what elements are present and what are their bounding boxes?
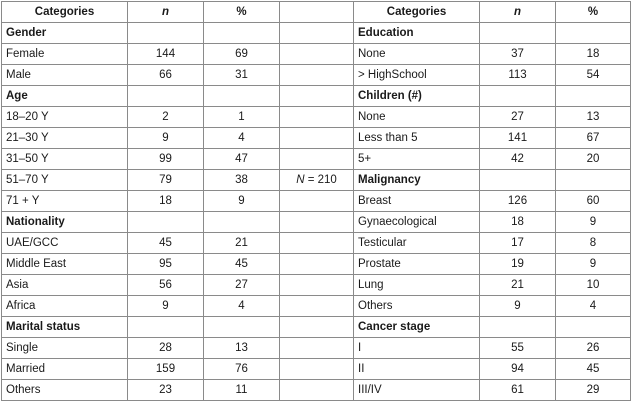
header-n-right: n <box>480 2 556 23</box>
percent-cell-right: 54 <box>556 65 631 86</box>
empty-cell <box>556 86 631 107</box>
count-cell-right: 21 <box>480 275 556 296</box>
count-cell-right: 61 <box>480 380 556 401</box>
empty-cell <box>556 170 631 191</box>
percent-cell-right: 26 <box>556 338 631 359</box>
section-heading-left: Nationality <box>2 212 128 233</box>
count-cell-right: 94 <box>480 359 556 380</box>
table-row <box>2 86 631 107</box>
empty-cell <box>556 23 631 44</box>
percent-cell-right: 45 <box>556 359 631 380</box>
count-cell-right: 18 <box>480 212 556 233</box>
percent-cell-right: 67 <box>556 128 631 149</box>
category-cell-right: Less than 5 <box>354 128 480 149</box>
table-row <box>2 44 631 65</box>
category-cell-left: Africa <box>2 296 128 317</box>
table-row <box>2 317 631 338</box>
category-cell-left: Single <box>2 338 128 359</box>
section-heading-right: Children (#) <box>354 86 480 107</box>
percent-cell-left: 13 <box>204 338 280 359</box>
table-row <box>2 296 631 317</box>
table-row <box>2 65 631 86</box>
section-heading-left: Gender <box>2 23 128 44</box>
middle-cell <box>280 107 354 128</box>
percent-cell-left: 31 <box>204 65 280 86</box>
middle-cell <box>280 254 354 275</box>
count-cell-right: 141 <box>480 128 556 149</box>
category-cell-left: 31–50 Y <box>2 149 128 170</box>
percent-cell-left: 11 <box>204 380 280 401</box>
percent-cell-left: 38 <box>204 170 280 191</box>
count-cell-left: 159 <box>128 359 204 380</box>
percent-cell-right: 13 <box>556 107 631 128</box>
empty-cell <box>204 86 280 107</box>
table-row <box>2 212 631 233</box>
percent-cell-right: 29 <box>556 380 631 401</box>
middle-cell <box>280 338 354 359</box>
category-cell-left: 71 + Y <box>2 191 128 212</box>
empty-cell <box>480 170 556 191</box>
category-cell-right: II <box>354 359 480 380</box>
table-row <box>2 233 631 254</box>
middle-cell <box>280 65 354 86</box>
count-cell-right: 17 <box>480 233 556 254</box>
count-cell-left: 28 <box>128 338 204 359</box>
table-row <box>2 359 631 380</box>
empty-cell <box>128 86 204 107</box>
category-cell-right: None <box>354 44 480 65</box>
count-cell-left: 9 <box>128 296 204 317</box>
category-cell-right: None <box>354 107 480 128</box>
percent-cell-left: 47 <box>204 149 280 170</box>
header-categories-right: Categories <box>354 2 480 23</box>
count-cell-left: 56 <box>128 275 204 296</box>
percent-cell-right: 9 <box>556 212 631 233</box>
header-n-left: n <box>128 2 204 23</box>
empty-cell <box>480 23 556 44</box>
middle-cell <box>280 233 354 254</box>
category-cell-right: III/IV <box>354 380 480 401</box>
empty-cell <box>128 212 204 233</box>
percent-cell-right: 4 <box>556 296 631 317</box>
middle-cell <box>280 170 354 191</box>
section-heading-right: Malignancy <box>354 170 480 191</box>
section-heading-right: Education <box>354 23 480 44</box>
table-row <box>2 107 631 128</box>
category-cell-left: Married <box>2 359 128 380</box>
middle-cell <box>280 23 354 44</box>
middle-cell <box>280 296 354 317</box>
count-cell-left: 79 <box>128 170 204 191</box>
empty-cell <box>128 317 204 338</box>
percent-cell-left: 27 <box>204 275 280 296</box>
percent-cell-right: 8 <box>556 233 631 254</box>
count-cell-right: 9 <box>480 296 556 317</box>
table-row <box>2 380 631 401</box>
category-cell-left: Middle East <box>2 254 128 275</box>
category-cell-right: Lung <box>354 275 480 296</box>
header-spacer <box>280 2 354 23</box>
count-cell-left: 66 <box>128 65 204 86</box>
count-cell-left: 9 <box>128 128 204 149</box>
percent-cell-right: 9 <box>556 254 631 275</box>
percent-cell-left: 4 <box>204 296 280 317</box>
empty-cell <box>128 23 204 44</box>
count-cell-left: 95 <box>128 254 204 275</box>
category-cell-right: 5+ <box>354 149 480 170</box>
category-cell-left: Male <box>2 65 128 86</box>
section-heading-left: Marital status <box>2 317 128 338</box>
empty-cell <box>480 317 556 338</box>
table-body <box>2 23 631 401</box>
percent-cell-right: 18 <box>556 44 631 65</box>
percent-cell-left: 76 <box>204 359 280 380</box>
table-row <box>2 128 631 149</box>
empty-cell <box>204 317 280 338</box>
middle-cell <box>280 275 354 296</box>
percent-cell-left: 45 <box>204 254 280 275</box>
category-cell-right: I <box>354 338 480 359</box>
category-cell-left: 18–20 Y <box>2 107 128 128</box>
percent-cell-left: 1 <box>204 107 280 128</box>
table-row <box>2 338 631 359</box>
table-row <box>2 170 631 191</box>
table-row <box>2 254 631 275</box>
category-cell-right: Breast <box>354 191 480 212</box>
middle-cell <box>280 380 354 401</box>
section-heading-left: Age <box>2 86 128 107</box>
middle-cell <box>280 86 354 107</box>
count-cell-left: 2 <box>128 107 204 128</box>
middle-cell <box>280 212 354 233</box>
count-cell-right: 37 <box>480 44 556 65</box>
percent-cell-left: 4 <box>204 128 280 149</box>
percent-cell-right: 20 <box>556 149 631 170</box>
percent-cell-left: 21 <box>204 233 280 254</box>
count-cell-right: 55 <box>480 338 556 359</box>
header-categories-left: Categories <box>2 2 128 23</box>
percent-cell-left: 69 <box>204 44 280 65</box>
empty-cell <box>204 212 280 233</box>
count-cell-left: 45 <box>128 233 204 254</box>
table-row <box>2 275 631 296</box>
middle-cell <box>280 149 354 170</box>
total-value: = 210 <box>307 174 337 186</box>
header-percent-left: % <box>204 2 280 23</box>
middle-cell <box>280 128 354 149</box>
count-cell-right: 126 <box>480 191 556 212</box>
section-heading-right: Cancer stage <box>354 317 480 338</box>
middle-cell <box>280 191 354 212</box>
count-cell-left: 23 <box>128 380 204 401</box>
table-row <box>2 149 631 170</box>
count-cell-right: 42 <box>480 149 556 170</box>
demographics-table <box>1 1 631 401</box>
percent-cell-right: 60 <box>556 191 631 212</box>
count-cell-left: 99 <box>128 149 204 170</box>
category-cell-left: 21–30 Y <box>2 128 128 149</box>
category-cell-right: Others <box>354 296 480 317</box>
header-row <box>2 2 631 23</box>
category-cell-left: Others <box>2 380 128 401</box>
count-cell-right: 27 <box>480 107 556 128</box>
percent-cell-left: 9 <box>204 191 280 212</box>
middle-cell <box>280 317 354 338</box>
empty-cell <box>204 23 280 44</box>
category-cell-left: UAE/GCC <box>2 233 128 254</box>
count-cell-right: 113 <box>480 65 556 86</box>
empty-cell <box>556 317 631 338</box>
count-cell-right: 19 <box>480 254 556 275</box>
count-cell-left: 18 <box>128 191 204 212</box>
header-percent-right: % <box>556 2 631 23</box>
percent-cell-right: 10 <box>556 275 631 296</box>
table-row <box>2 191 631 212</box>
category-cell-right: Prostate <box>354 254 480 275</box>
empty-cell <box>480 86 556 107</box>
category-cell-left: Female <box>2 44 128 65</box>
category-cell-left: 51–70 Y <box>2 170 128 191</box>
middle-cell <box>280 44 354 65</box>
count-cell-left: 144 <box>128 44 204 65</box>
table-row <box>2 23 631 44</box>
category-cell-left: Asia <box>2 275 128 296</box>
total-label: N <box>296 174 305 186</box>
category-cell-right: Testicular <box>354 233 480 254</box>
middle-cell <box>280 359 354 380</box>
category-cell-right: Gynaecological <box>354 212 480 233</box>
category-cell-right: > HighSchool <box>354 65 480 86</box>
